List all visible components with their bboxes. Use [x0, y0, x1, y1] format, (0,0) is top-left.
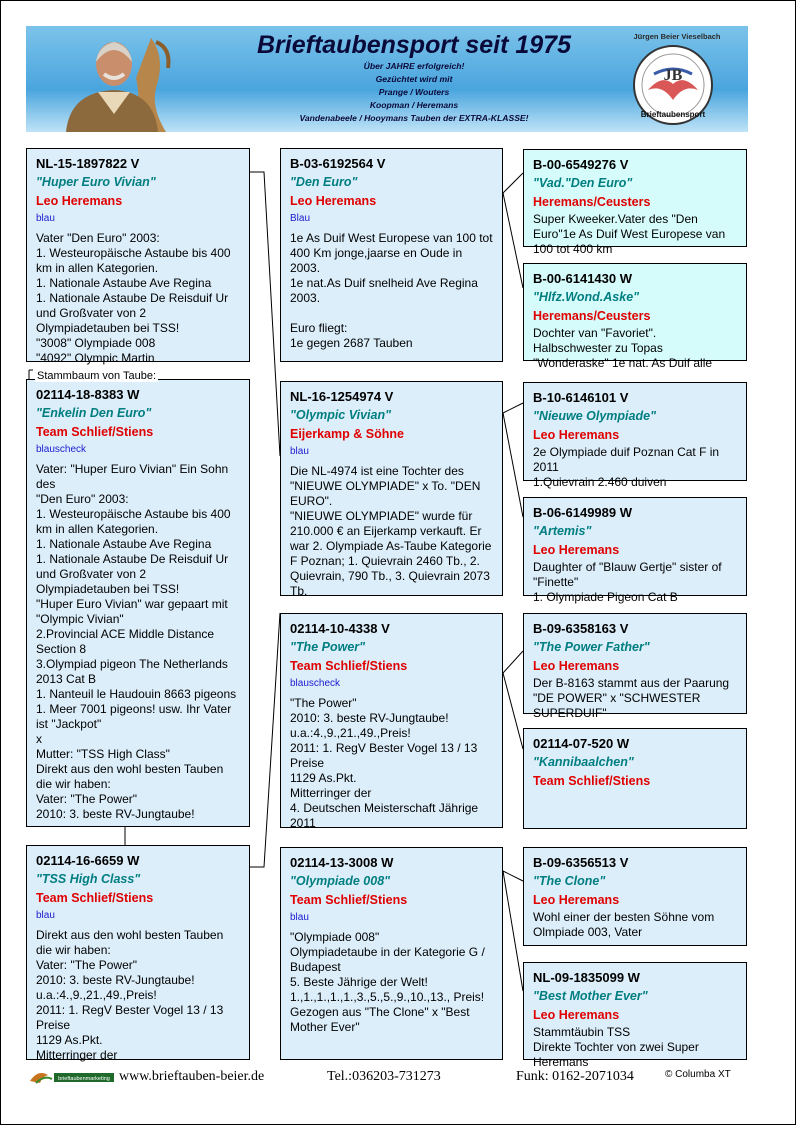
ring-number: NL-16-1254974 V — [290, 389, 394, 404]
ring-number: 02114-10-4338 V — [290, 621, 390, 636]
ring-number: B-09-6356513 V — [533, 855, 629, 870]
logo-caption: Jürgen Beier Vieselbach — [633, 32, 721, 41]
ring-number: B-06-6149989 W — [533, 505, 632, 520]
banner-title: Brieftaubensport seit 1975 — [257, 31, 571, 59]
ring-number: NL-09-1835099 W — [533, 970, 640, 985]
pigeon-name: "Best Mother Ever" — [533, 989, 648, 1003]
pigeon-name: "The Power" — [290, 640, 366, 654]
pigeon-description: Stammtäubin TSS Direkte Tochter von zwei Super Heremans — [533, 1025, 699, 1069]
owner-name: Leo Heremans — [533, 428, 620, 442]
pigeon-color: blau — [36, 910, 55, 921]
pigeon-description: 2e Olympiade duif Poznan Cat F in 2011 1.Quievrain 2.460 duiven — [533, 445, 720, 489]
pedigree-card-great-grandparent[interactable] — [523, 382, 747, 489]
pedigree-card-great-grandparent[interactable] — [523, 263, 747, 370]
pigeon-name: "Artemis" — [533, 524, 592, 538]
connector-line — [503, 673, 523, 749]
pigeon-description: Vater: "Huper Euro Vivian" Ein Sohn des "Den Euro" 2003: 1. Westeuropäische Astaube bis 400 km in allen Kategorien. 1. Nationale Astaube Ave Regina 1. Nationale Astaube De Reisduif Ur und Großvater von 2 Olympiadetauben bei TSS! "Huper Euro Vivian" war gepaart mit "Olympic Vivian" 2.Provincial ACE Middle Distance Section 8 3.Olympiad pigeon The Netherlands 2013 Cat B 1. Nanteuil le Haudouin 8663 pigeons 1. Meer 7001 pigeons! usw. Ihr Vater ist "Jackpot" x Mutter: "TSS High Class" Direkt aus den wohl besten Tauben die wir haben: Vater: "The Power" 2010: 3. beste RV-Jungtaube! — [36, 462, 237, 821]
pigeon-color: blau — [36, 213, 55, 224]
pigeon-name: "The Clone" — [533, 874, 606, 888]
pigeon-name: "Hlfz.Wond.Aske" — [533, 290, 640, 304]
pigeon-description: Wohl einer der besten Söhne vom Olmpiade 003, Vater — [533, 910, 715, 939]
copyright: © Columba XT — [665, 1069, 731, 1080]
pigeon-description: Super Kweeker.Vater des "Den Euro"1e As Duif West Europese van 100 tot 400 km — [533, 212, 726, 256]
pigeon-name: "Vad."Den Euro" — [533, 176, 633, 190]
svg-text:Brieftaubensport: Brieftaubensport — [640, 110, 706, 119]
pigeon-name: "Kannibaalchen" — [533, 755, 634, 769]
pigeon-description: "The Power" 2010: 3. beste RV-Jungtaube! u.a.:4.,9.,21.,49.,Preis! 2011: 1. RegV Bester Vogel 13 / 13 Preise 1129 As.Pkt. Mitterringer der 4. Deutschen Meisterschaft Jährige 2011 — [290, 696, 479, 830]
ring-number: 02114-18-8383 W — [36, 387, 140, 402]
ring-number: 02114-13-3008 W — [290, 855, 394, 870]
pedigree-card-great-grandparent[interactable] — [523, 497, 747, 604]
pedigree-legend: Stammbaum von Taube: — [37, 370, 157, 382]
website-link[interactable]: www.brieftauben-beier.de — [119, 1069, 265, 1084]
pigeon-name: "Den Euro" — [290, 175, 358, 189]
banner-line: Vandenabeele / Hooymans Tauben der EXTRA-KLASSE! — [299, 113, 529, 123]
ring-number: 02114-16-6659 W — [36, 853, 140, 868]
owner-name: Leo Heremans — [533, 543, 620, 557]
owner-name: Leo Heremans — [533, 659, 620, 673]
pigeon-description: Der B-8163 stammt aus der Paarung "DE POWER" x "SCHWESTER SUPERDUIF" — [533, 676, 730, 720]
marketing-logo-icon — [28, 1067, 116, 1087]
connector-line — [503, 871, 523, 881]
connector-line — [503, 193, 523, 288]
banner-line: Koopman / Heremans — [369, 100, 459, 110]
pigeon-name: "TSS High Class" — [36, 872, 141, 886]
connector-line — [249, 613, 280, 867]
pigeon-color: blauscheck — [290, 678, 341, 689]
owner-name: Leo Heremans — [533, 893, 620, 907]
phone-number: Tel.:036203-731273 — [327, 1069, 441, 1084]
pigeon-description: Vater "Den Euro" 2003: 1. Westeuropäische Astaube bis 400 km in allen Kategorien. 1. Nationale Astaube Ave Regina 1. Nationale Astaube De Reisduif Ur und Großvater von 2 Olympiadetauben bei TSS! "3008" Olympiade 008 "4092" Olympic Martin — [36, 231, 231, 365]
ring-number: B-10-6146101 V — [533, 390, 629, 405]
connector-line — [503, 871, 523, 991]
banner-line: Gezüchtet wird mit — [375, 74, 453, 84]
pigeon-name: "Enkelin Den Euro" — [36, 406, 152, 420]
pigeon-name: "Olympic Vivian" — [290, 408, 392, 422]
pedigree-card-grandfather-paternal[interactable] — [280, 148, 503, 362]
pedigree-card-great-grandparent[interactable] — [523, 728, 747, 829]
pedigree-card-subject[interactable] — [26, 379, 250, 827]
owner-name: Leo Heremans — [290, 194, 377, 208]
pedigree-card-great-grandparent[interactable] — [523, 613, 747, 720]
connector-line — [249, 172, 280, 456]
owner-name: Team Schlief/Stiens — [290, 893, 408, 907]
pigeon-name: "Olympiade 008" — [290, 874, 391, 888]
owner-name: Team Schlief/Stiens — [290, 659, 408, 673]
pedigree-card-great-grandparent[interactable] — [523, 847, 747, 946]
pedigree-card-great-grandparent[interactable] — [523, 149, 747, 256]
banner-line: Prange / Wouters — [378, 87, 450, 97]
ring-number: B-00-6549276 V — [533, 157, 629, 172]
pigeon-name: "Nieuwe Olympiade" — [533, 409, 656, 423]
pedigree-card-grandmother-maternal[interactable] — [280, 847, 503, 1060]
pigeon-color: Blau — [290, 213, 311, 224]
ring-number: B-03-6192564 V — [290, 156, 386, 171]
pedigree-card-grandmother-paternal[interactable] — [280, 381, 503, 596]
ring-number: B-00-6141430 W — [533, 271, 632, 286]
owner-name: Heremans/Ceusters — [533, 195, 651, 209]
ring-number: B-09-6358163 V — [533, 621, 629, 636]
ring-number: NL-15-1897822 V — [36, 156, 140, 171]
mobile-number: Funk: 0162-2071034 — [516, 1069, 634, 1084]
pigeon-color: blau — [290, 912, 309, 923]
pedigree-card-father[interactable] — [26, 148, 250, 365]
svg-text:JB: JB — [663, 67, 683, 84]
pigeon-description: Dochter van "Favoriet". Halbschwester zu Topas "Wonderaske" 1e nat. As Duif alle — [533, 326, 713, 370]
pigeon-description: "Olympiade 008" Olympiadetaube in der Kategorie G / Budapest 5. Beste Jährige der Welt! 1.,1.,1.,1.,1.,3.,5.,5.,9.,10.,13., Preis! Gezogen aus "The Clone" x "Best Mother Ever" — [290, 930, 485, 1034]
pigeon-name: "The Power Father" — [533, 640, 650, 654]
banner-line: Über JAHRE erfolgreich! — [363, 61, 465, 71]
pigeon-description: 1e As Duif West Europese van 100 tot 400 Km jonge,jaarse en Oude in 2003. 1e nat.As Duif snelheid Ave Regina 2003. Euro fliegt: 1e gegen 2687 Tauben — [290, 231, 493, 350]
pedigree-card-grandfather-maternal[interactable] — [280, 613, 503, 828]
svg-text:brieftaubenmarketing: brieftaubenmarketing — [58, 1076, 110, 1082]
owner-name: Leo Heremans — [36, 194, 123, 208]
connector-line — [503, 403, 523, 413]
connector-line — [503, 413, 523, 517]
owner-name: Leo Heremans — [533, 1008, 620, 1022]
owner-name: Team Schlief/Stiens — [36, 891, 154, 905]
pigeon-description: Daughter of "Blauw Gertje" sister of "Finette" 1. Olympiade Pigeon Cat B — [533, 560, 722, 604]
pedigree-card-mother[interactable] — [26, 845, 250, 1060]
owner-name: Eijerkamp & Söhne — [290, 427, 404, 441]
pigeon-description: Die NL-4974 ist eine Tochter des "NIEUWE OLYMPIADE" x To. "DEN EURO". "NIEUWE OLYMPIADE" wurde für 210.000 € an Eijerkamp verkauft. Er war 2. Olympiade As-Taube Kategorie F Poznan; 1. Quievrain 2460 Tb., 2. Quievrain, 790 Tb., 3. Quievrain 2073 Tb. — [290, 464, 492, 598]
pigeon-description: Direkt aus den wohl besten Tauben die wir haben: Vater: "The Power" 2010: 3. beste RV-Jungtaube! u.a.:4.,9.,21.,49.,Preis! 2011: 1. RegV Bester Vogel 13 / 13 Preise 1129 As.Pkt. Mitterringer der — [36, 928, 224, 1062]
owner-name: Heremans/Ceusters — [533, 309, 651, 323]
pigeon-color: blau — [290, 446, 309, 457]
connector-line — [503, 651, 523, 673]
owner-name: Team Schlief/Stiens — [533, 774, 651, 788]
connector-line — [503, 173, 523, 193]
pedigree-card-great-grandparent[interactable] — [523, 962, 747, 1069]
ring-number: 02114-07-520 W — [533, 736, 630, 751]
owner-name: Team Schlief/Stiens — [36, 425, 154, 439]
pigeon-name: "Huper Euro Vivian" — [36, 175, 156, 189]
pigeon-color: blauscheck — [36, 444, 87, 455]
